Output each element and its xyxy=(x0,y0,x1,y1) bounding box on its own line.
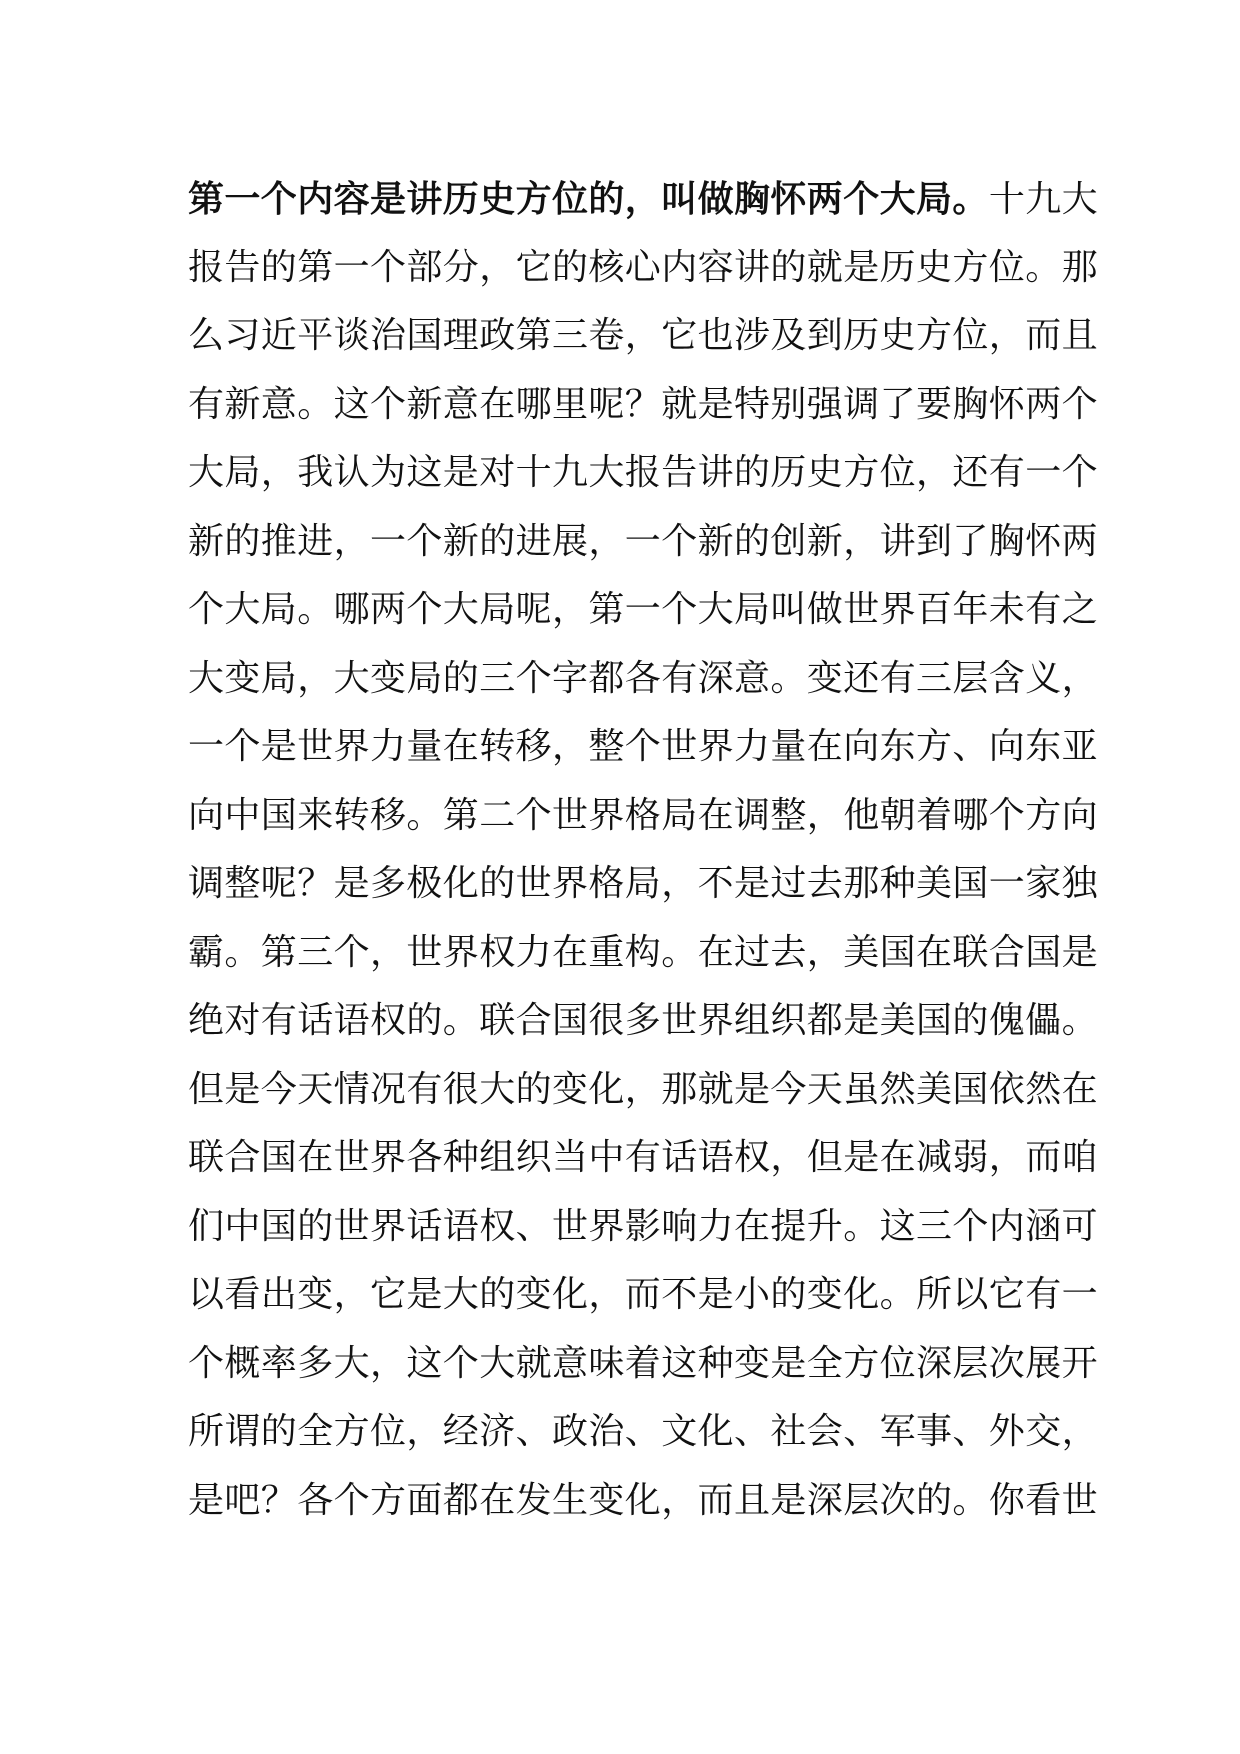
text-line: 报告的第一个部分，它的核心内容讲的就是历史方位。那 xyxy=(188,246,1099,288)
text-line: 们中国的世界话语权、世界影响力在提升。这三个内涵可 xyxy=(188,1205,1099,1247)
text-line: 么习近平谈治国理政第三卷，它也涉及到历史方位，而且 xyxy=(188,315,1099,356)
text-line: 大局，我认为这是对十九大报告讲的历史方位，还有一个 xyxy=(188,452,1099,493)
text-line: 个概率多大，这个大就意味着这种变是全方位深层次展开 xyxy=(188,1342,1099,1384)
text-line-continuation: 十九大 xyxy=(988,179,1099,220)
text-line: 调整呢？是多极化的世界格局，不是过去那种美国一家独 xyxy=(188,863,1099,904)
text-line: 但是今天情况有很大的变化，那就是今天虽然美国依然在 xyxy=(188,1068,1099,1110)
text-line: 是吧？各个方面都在发生变化，而且是深层次的。你看世 xyxy=(188,1479,1099,1521)
body-paragraph xyxy=(188,165,1099,1535)
text-line: 联合国在世界各种组织当中有话语权，但是在减弱，而咱 xyxy=(188,1137,1099,1178)
text-line: 有新意。这个新意在哪里呢？就是特别强调了要胸怀两个 xyxy=(188,383,1099,425)
text-line: 所谓的全方位，经济、政治、文化、社会、军事、外交， xyxy=(188,1411,1099,1452)
text-line xyxy=(188,165,1099,234)
text-line: 一个是世界力量在转移，整个世界力量在向东方、向东亚 xyxy=(188,726,1099,767)
text-line: 个大局。哪两个大局呢，第一个大局叫做世界百年未有之 xyxy=(188,589,1099,630)
text-line: 向中国来转移。第二个世界格局在调整，他朝着哪个方向 xyxy=(188,794,1099,836)
text-line: 大变局，大变局的三个字都各有深意。变还有三层含义， xyxy=(188,657,1099,699)
text-line: 新的推进，一个新的进展，一个新的创新，讲到了胸怀两 xyxy=(188,520,1099,562)
text-line: 霸。第三个，世界权力在重构。在过去，美国在联合国是 xyxy=(188,931,1099,973)
text-line: 以看出变，它是大的变化，而不是小的变化。所以它有一 xyxy=(188,1274,1099,1315)
section-heading: 第一个内容是讲历史方位的，叫做胸怀两个大局。 xyxy=(188,178,989,220)
text-line: 绝对有话语权的。联合国很多世界组织都是美国的傀儡。 xyxy=(188,1000,1099,1041)
